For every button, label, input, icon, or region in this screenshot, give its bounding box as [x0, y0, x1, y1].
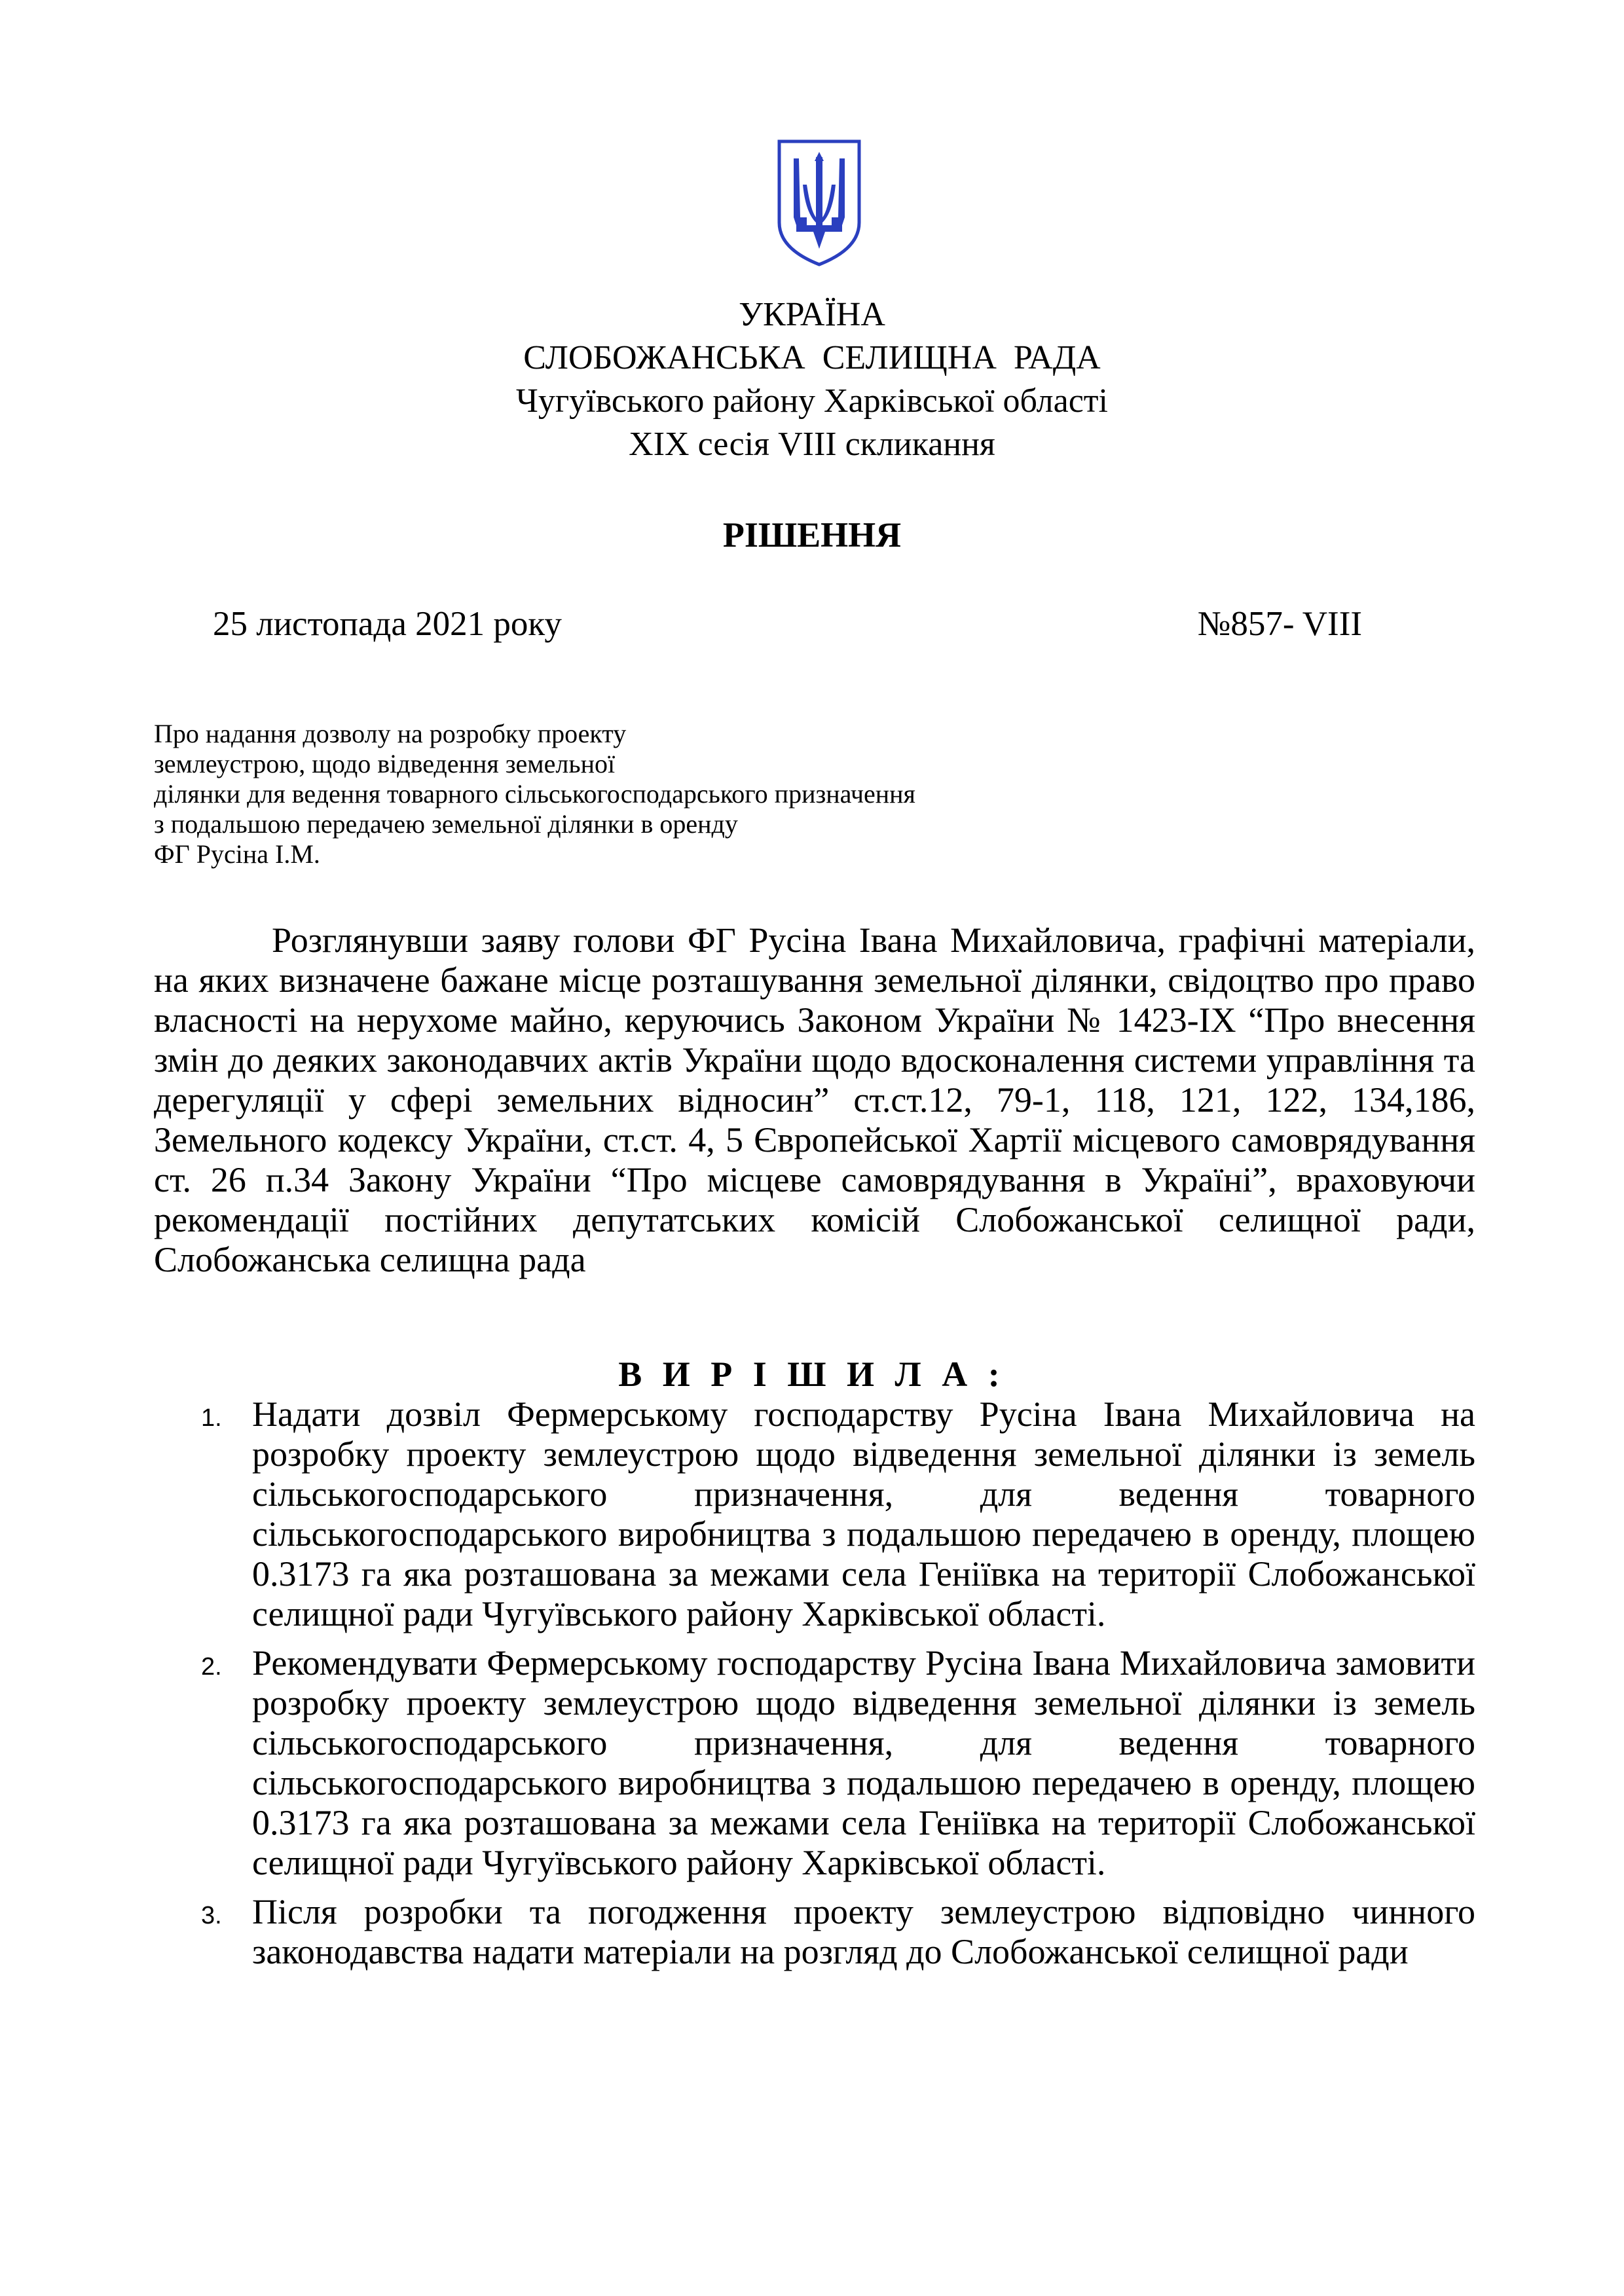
document-header: [0, 293, 1624, 466]
decision-item: [154, 1394, 1475, 1634]
subject-line: ділянки для ведення товарного сільськогосподарського призначення: [154, 779, 915, 809]
decision-item-text: Рекомендувати Фермерському господарству Русіна Івана Михайловича замовити розробку проекту землеустрою щодо відведення земельної ділянки із земель сільськогосподарського призначення, для ведення товарного сільськогосподарського виробництва з подальшою передачею в оренду, площею 0.3173 га яка розташована за межами села Геніївка на території Слобожанської селищної ради Чугуївського району Харківської області.: [252, 1643, 1475, 1882]
decision-item: [154, 1892, 1475, 1972]
decision-item: [154, 1643, 1475, 1883]
decision-items-list: [154, 1394, 1475, 1981]
subject-line: з подальшою передачею земельної ділянки в оренду: [154, 809, 738, 839]
decided-heading: В И Р І Ш И Л А :: [618, 1355, 1006, 1394]
decision-item-number: 1.: [201, 1404, 222, 1432]
document-type-title: РІШЕННЯ: [722, 515, 902, 555]
trident-emblem-icon: [777, 139, 862, 267]
decision-number: №857- VIII: [1197, 605, 1362, 643]
subject-line: Про надання дозволу на розробку проекту: [154, 719, 627, 748]
header-country: УКРАЇНА: [739, 296, 885, 333]
subject-line: ФГ Русіна І.М.: [154, 839, 320, 869]
decision-item-text: Після розробки та погодження проекту землеустрою відповідно чинного законодавства надати матеріали на розгляд до Слобожанської селищної ради: [252, 1892, 1475, 1971]
decision-item-text: Надати дозвіл Фермерському господарству Русіна Івана Михайловича на розробку проекту землеустрою щодо відведення земельної ділянки із земель сільськогосподарського призначення, для ведення товарного сільськогосподарського виробництва з подальшою передачею в оренду, площею 0.3173 га яка розташована за межами села Геніївка на території Слобожанської селищної ради Чугуївського району Харківської області.: [252, 1394, 1475, 1633]
header-council: СЛОБОЖАНСЬКА СЕЛИЩНА РАДА: [523, 339, 1101, 376]
subject-line: землеустрою, щодо відведення земельної: [154, 749, 616, 778]
header-district: Чугуївського району Харківської області: [516, 382, 1108, 420]
decision-item-number: 2.: [201, 1653, 222, 1681]
decision-date: 25 листопада 2021 року: [213, 605, 562, 643]
decision-item-number: 3.: [201, 1902, 222, 1929]
header-session: ХІХ сесія VIII скликання: [629, 426, 995, 463]
preamble-paragraph: Розглянувши заяву голови ФГ Русіна Івана Михайловича, графічні матеріали, на яких визначене бажане місце розташування земельної ділянки, свідоцтво про право власності на нерухоме майно, керуючись Законом України № 1423-IX “Про внесення змін до деяких законодавчих актів України щодо вдосконалення системи управління та дерегуляції у сфері земельних відносин” ст.ст.12, 79-1, 118, 121, 122, 134,186, Земельного кодексу України, ст.ст. 4, 5 Європейської Хартії місцевого самоврядування ст. 26 п.34 Закону України “Про місцеве самоврядування в Україні”, враховуючи рекомендації постійних депутатських комісій Слобожанської селищної ради, Слобожанська селищна рада: [154, 920, 1475, 1279]
decision-subject: [154, 719, 1202, 869]
